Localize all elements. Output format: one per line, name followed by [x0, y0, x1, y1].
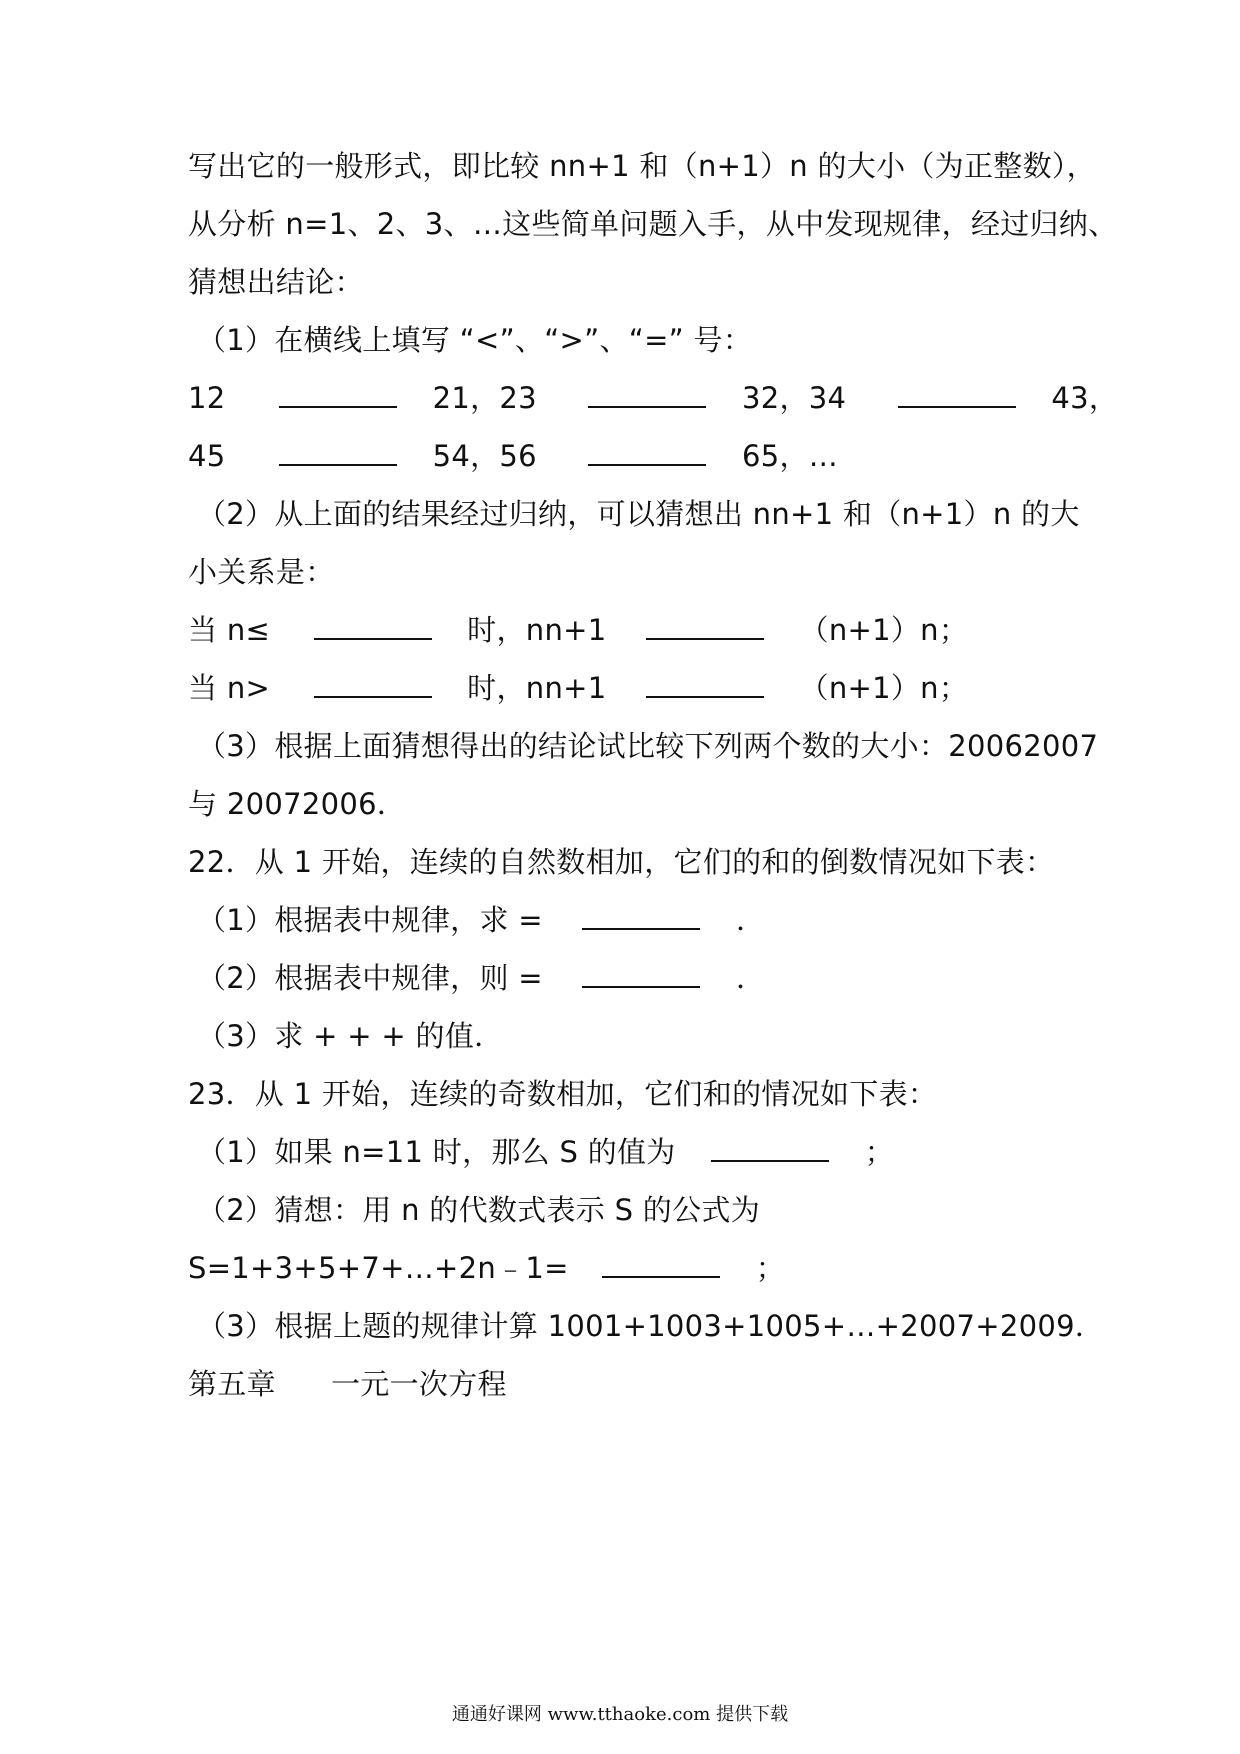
answer-blank[interactable]: [588, 438, 706, 466]
answer-blank[interactable]: [582, 902, 700, 930]
chapter-heading: [188, 1364, 1068, 1404]
expr: 43，: [1051, 381, 1119, 415]
comparison-row-2: [188, 436, 1068, 476]
expr: 54，56: [432, 439, 537, 473]
problem-22-part-1: [197, 900, 1077, 940]
problem-23-part-3: （3）根据上题的规律计算 1001+1003+1005+…+2007+2009．: [197, 1309, 1105, 1343]
expr: 时，nn+1: [467, 671, 607, 705]
expr: （1）如果 n=11 时，那么 S 的值为: [197, 1135, 676, 1169]
expr: 21，23: [432, 381, 537, 415]
text-line: 小关系是：: [188, 555, 335, 589]
expr: 时，nn+1: [467, 613, 607, 647]
text-line: 与 20072006．: [188, 787, 407, 821]
question-3-prompt: （3）根据上面猜想得出的结论试比较下列两个数的大小：20062007: [197, 729, 1099, 763]
expr: 当 n≤: [188, 613, 271, 647]
expr: （n+1）n；: [799, 671, 969, 705]
text-line: 写出它的一般形式，即比较 nn+1 和（n+1）n 的大小（为正整数），: [188, 149, 1096, 183]
expr: S=1+3+5+7+…+2n﹣1=: [188, 1251, 569, 1285]
answer-blank[interactable]: [588, 380, 706, 408]
problem-23-part-2: （2）猜想：用 n 的代数式表示 S 的公式为: [197, 1193, 761, 1227]
question-1-prompt: （1）在横线上填写 “<”、“>”、“=” 号：: [197, 323, 753, 357]
problem-22-part-3: （3）求 + + + 的值．: [197, 1019, 504, 1053]
page-footer: 通通好课网 www.tthaoke.com 提供下载: [451, 1704, 789, 1725]
formula-row: [188, 1248, 1068, 1288]
problem-22-heading: 22．从 1 开始，连续的自然数相加，它们的和的倒数情况如下表：: [188, 845, 1055, 879]
expr: ．: [735, 903, 766, 937]
expr: ；: [864, 1135, 894, 1169]
text-line: 从分析 n=1、2、3、…这些简单问题入手，从中发现规律，经过归纳、: [188, 207, 1118, 241]
expr: 32，34: [741, 381, 847, 415]
expr: 当 n>: [188, 671, 271, 705]
answer-blank[interactable]: [314, 612, 432, 640]
answer-blank[interactable]: [711, 1134, 829, 1162]
answer-blank[interactable]: [582, 960, 700, 988]
answer-blank[interactable]: [646, 612, 764, 640]
problem-22-part-2: [197, 958, 1077, 998]
expr: ．: [735, 961, 766, 995]
expr: 65，…: [741, 439, 839, 473]
problem-23-part-1: [197, 1132, 1077, 1172]
answer-blank[interactable]: [898, 380, 1016, 408]
expr: 12: [188, 381, 226, 415]
chapter-number: 第五章: [188, 1367, 276, 1401]
comparison-row-1: [188, 378, 1119, 418]
problem-23-heading: 23．从 1 开始，连续的奇数相加，它们和的情况如下表：: [188, 1077, 938, 1111]
expr: ；: [755, 1251, 786, 1285]
expr: （n+1）n；: [799, 613, 969, 647]
answer-blank[interactable]: [279, 438, 397, 466]
answer-blank[interactable]: [314, 670, 432, 698]
question-2-prompt: （2）从上面的结果经过归纳，可以猜想出 nn+1 和（n+1）n 的大: [197, 497, 1080, 531]
answer-blank[interactable]: [279, 380, 397, 408]
relation-row-1: [188, 610, 1068, 650]
chapter-title: 一元一次方程: [330, 1367, 507, 1401]
text-line: 猜想出结论：: [188, 265, 364, 299]
answer-blank[interactable]: [646, 670, 764, 698]
answer-blank[interactable]: [602, 1250, 720, 1278]
expr: （2）根据表中规律，则 =: [197, 961, 543, 995]
expr: 45: [188, 439, 226, 473]
relation-row-2: [188, 668, 1068, 708]
expr: （1）根据表中规律，求 =: [197, 903, 543, 937]
